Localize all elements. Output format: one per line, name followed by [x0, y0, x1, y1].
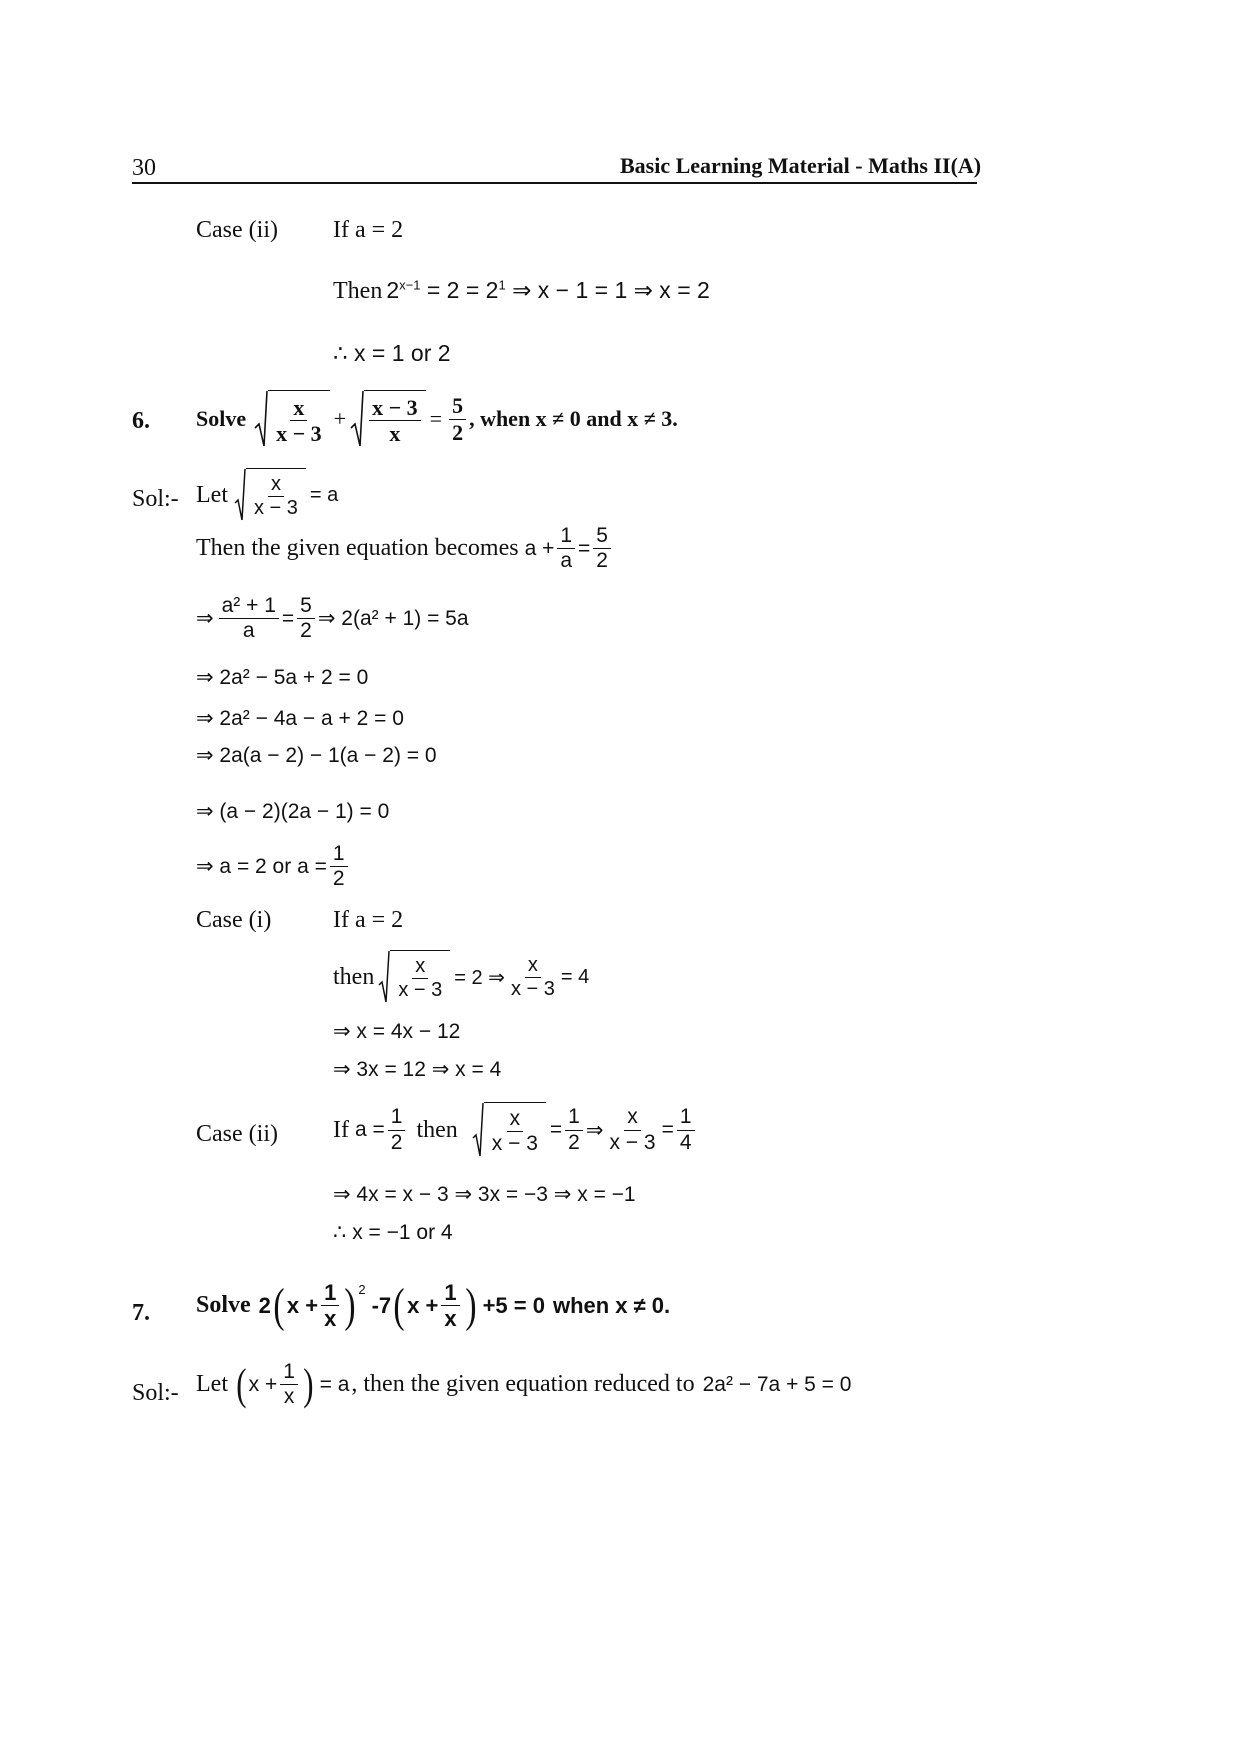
question-condition: x ≠ 0. [615, 1292, 671, 1318]
equation: +5 = 0 [482, 1292, 545, 1318]
left-paren: ( [273, 1278, 285, 1332]
radical-sign [472, 1102, 484, 1158]
header-rule [132, 182, 977, 184]
fraction-numerator: 1 [441, 1280, 459, 1306]
case-condition: If a = 2 [333, 907, 404, 933]
then-word: Then [333, 278, 383, 304]
case-then-line [333, 950, 589, 1004]
equation: = [549, 1118, 563, 1141]
when-word: when [552, 1292, 610, 1318]
case-label: Case (i) [196, 907, 272, 933]
right-paren: ) [344, 1278, 356, 1332]
question-number: 7. [132, 1300, 150, 1326]
equation: = 4 [560, 965, 590, 988]
case-result: ∴ x = −1 or 4 [333, 1221, 453, 1244]
fraction-numerator: 1 [280, 1360, 298, 1385]
equation: x + [407, 1292, 439, 1318]
fraction-numerator: 1 [557, 524, 575, 549]
equation: = 2 ⇒ [454, 966, 505, 989]
solution-label: Sol:- [132, 486, 179, 512]
equation: = 2 = 2 [426, 277, 499, 303]
case-condition-line [333, 1102, 698, 1158]
equation: -7 [371, 1292, 392, 1318]
step-line [196, 842, 351, 891]
fraction-numerator: x [507, 1107, 524, 1132]
case-result: ∴ x = 1 or 2 [333, 340, 451, 366]
radical-sign [254, 390, 268, 448]
fraction-numerator: 1 [388, 1105, 406, 1130]
equation: 2 [258, 1292, 271, 1318]
equation: = [661, 1118, 674, 1141]
fraction-denominator: a [560, 549, 573, 573]
fraction-numerator: 1 [330, 842, 348, 867]
fraction-denominator: 2 [452, 419, 464, 445]
fraction-denominator: x − 3 [491, 1132, 538, 1155]
left-paren: ( [393, 1278, 405, 1332]
fraction-denominator: x − 3 [253, 497, 298, 519]
fraction-denominator: x [324, 1306, 337, 1332]
case-label: Case (ii) [196, 217, 278, 243]
fraction-denominator: x [389, 421, 401, 446]
equation: x + [248, 1372, 278, 1396]
fraction-denominator: 2 [390, 1130, 403, 1154]
radical-sign [378, 950, 390, 1004]
fraction-denominator: 2 [332, 867, 345, 891]
fraction-denominator: 2 [300, 619, 312, 643]
solve-word: Solve [196, 406, 247, 431]
fraction-denominator: a [242, 619, 255, 643]
fraction-denominator: x − 3 [609, 1130, 656, 1154]
fraction-numerator: x [624, 1105, 641, 1130]
fraction-numerator: 1 [677, 1105, 695, 1130]
radical [472, 1102, 546, 1158]
equation: = a [309, 483, 339, 506]
fraction-numerator: 1 [321, 1280, 339, 1306]
right-paren: ) [303, 1359, 314, 1409]
equation: ⇒ x − 1 = 1 ⇒ x = 2 [512, 277, 710, 303]
fraction-denominator: 4 [679, 1130, 692, 1154]
fraction-denominator: x [444, 1306, 457, 1332]
then-word: then [416, 1116, 458, 1143]
exponent: x−1 [399, 277, 421, 293]
solution-let-line [196, 1360, 851, 1409]
solve-word: Solve [196, 1292, 251, 1319]
fraction-numerator: x − 3 [369, 395, 421, 421]
fraction-numerator: x [525, 954, 541, 978]
step-line: ⇒ 2a² − 5a + 2 = 0 [196, 666, 369, 689]
radical [254, 390, 330, 448]
equation: ⇒ 2(a² + 1) = 5a [317, 607, 469, 631]
radical [350, 390, 426, 448]
equation: ⇒ [585, 1118, 604, 1142]
if-word: If [333, 1116, 349, 1143]
radical [234, 468, 306, 522]
step-line: ⇒ 2a(a − 2) − 1(a − 2) = 0 [196, 744, 437, 767]
fraction-numerator: 5 [297, 594, 315, 619]
let-word: Let [196, 1371, 228, 1398]
equation: a = [354, 1118, 385, 1141]
question-condition: , when x ≠ 0 and x ≠ 3. [469, 406, 678, 431]
fraction-denominator: x [283, 1385, 295, 1409]
exponent: 1 [498, 277, 506, 293]
equation: x + [286, 1292, 319, 1318]
equation: 2a² − 7a + 5 = 0 [702, 1372, 852, 1396]
fraction-denominator: x − 3 [276, 421, 322, 446]
question-number: 6. [132, 408, 150, 434]
step-line: ⇒ x = 4x − 12 [333, 1020, 461, 1043]
step-line: ⇒ 3x = 12 ⇒ x = 4 [333, 1058, 502, 1081]
case-condition: If a = 2 [333, 217, 404, 243]
fraction-denominator: 2 [596, 549, 608, 573]
exponent: 2 [358, 1282, 366, 1297]
solution-let-line [196, 468, 338, 522]
fraction-numerator: x [412, 955, 428, 979]
equation: ⇒ a = 2 or a = [196, 855, 327, 879]
fraction-numerator: 5 [593, 524, 611, 549]
equation: a + [524, 536, 555, 560]
step-line: ⇒ $\frac{\text{a² + 1}}{a}$ = $\frac{5}{2}$ ⇒ 2(a² + 1) = 5a [196, 594, 469, 643]
case-then-line [333, 277, 710, 305]
left-paren: ( [236, 1359, 247, 1409]
fraction-denominator: x − 3 [510, 977, 555, 1000]
fraction-numerator: a² + 1 [219, 594, 279, 619]
equation: = [578, 536, 591, 560]
radical-sign [350, 390, 364, 448]
radical-sign [234, 468, 246, 522]
step-line: ⇒ 2a² − 4a − a + 2 = 0 [196, 707, 404, 730]
fraction-numerator: x [268, 473, 284, 497]
math-expression: $2^{x-1} = 2 = 2^1$ ⇒ x − 1 = 1 ⇒ x = 2 [386, 277, 710, 303]
page-header-title: Basic Learning Material - Maths II(A) [620, 153, 982, 178]
case-label: Case (ii) [196, 1121, 278, 1147]
question-6: Solve $\frac{x}{x - 3}$ + $\frac{x - 3}{x}$ = $\frac{5}{2}$ , when x ≠ 0 and x ≠ 3. [196, 390, 678, 448]
fraction-numerator: 5 [449, 393, 466, 419]
fraction-denominator: x − 3 [398, 979, 443, 1001]
fraction-denominator: 2 [568, 1130, 580, 1154]
given-equation-line [196, 524, 614, 573]
step-line: ⇒ (a − 2)(2a − 1) = 0 [196, 800, 390, 823]
step-line: ⇒ 4x = x − 3 ⇒ 3x = −3 ⇒ x = −1 [333, 1183, 636, 1206]
fraction-numerator: 1 [565, 1105, 583, 1130]
question-7 [196, 1280, 670, 1332]
let-word: Let [196, 481, 228, 508]
solution-text: , then the given equation reduced to [351, 1371, 695, 1398]
radical [378, 950, 450, 1004]
solution-label: Sol:- [132, 1380, 179, 1406]
page-number: 30 [132, 155, 156, 181]
right-paren: ) [464, 1278, 477, 1332]
fraction-numerator: x [290, 395, 307, 421]
then-text: Then the given equation becomes [196, 535, 519, 562]
then-word: then [333, 963, 375, 990]
equation: = a [319, 1372, 350, 1396]
